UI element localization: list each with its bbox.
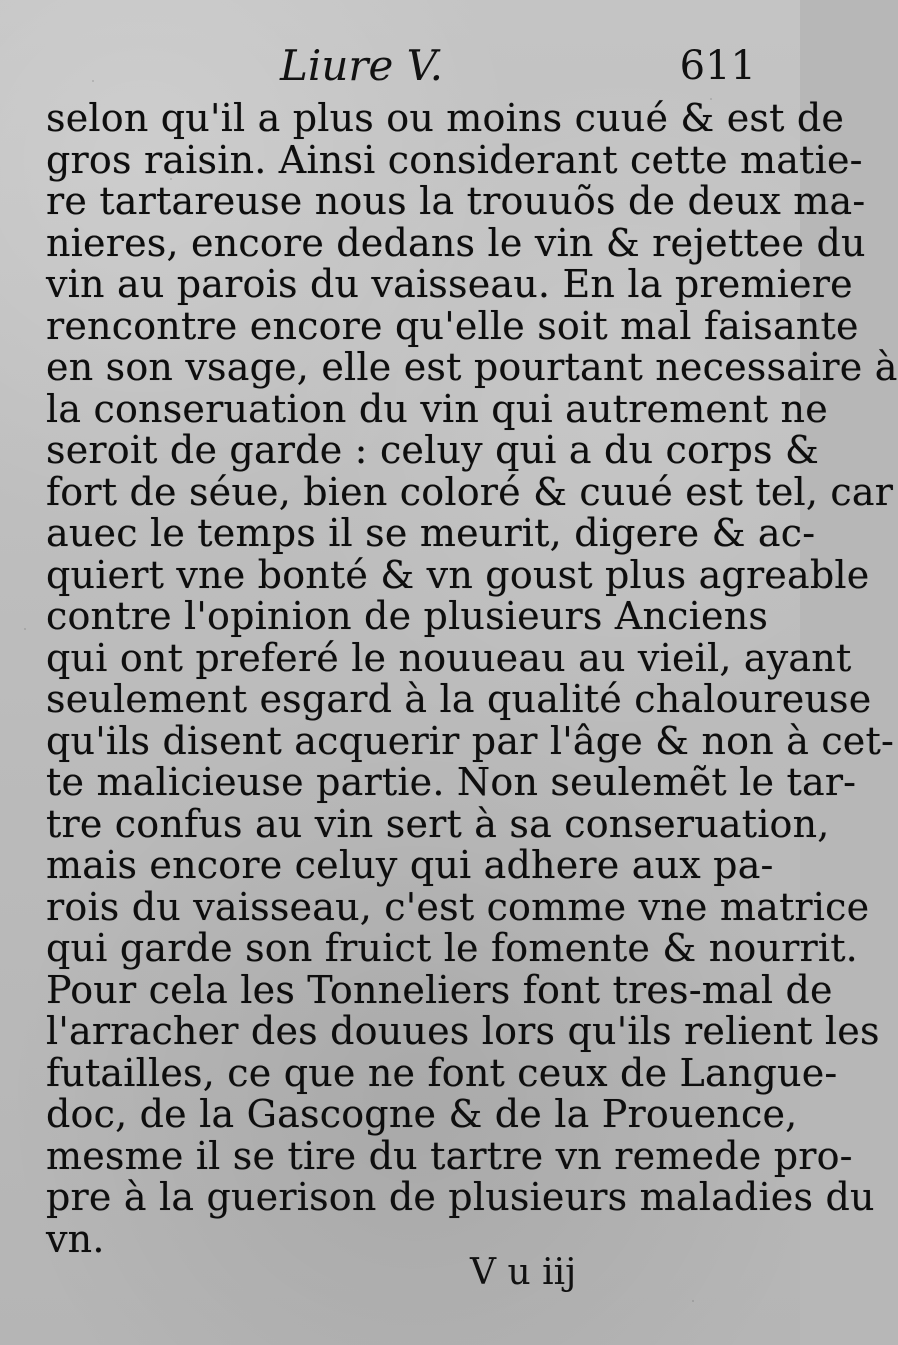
text-line-27: pre à la guerison de plusieurs maladies du [46, 1175, 875, 1219]
text-line-13: contre l'opinion de plusieurs Anciens [46, 594, 769, 638]
text-line-3: re tartareuse nous la trouuõs de deux ma- [46, 179, 866, 223]
body-text [46, 96, 898, 1261]
text-line-17: te malicieuse partie. Non seulemẽt le tar- [46, 760, 857, 804]
text-line-22: Pour cela les Tonneliers font tres-mal de [46, 967, 833, 1012]
text-line-14: qui ont preferé le nouueau au vieil, ayant [46, 635, 852, 680]
text-line-24: futailles, ce que ne font ceux de Langue- [46, 1050, 838, 1095]
text-line-21: qui garde son fruict le fomente & nourrit. [46, 926, 858, 970]
text-line-1: selon qu'il a plus ou moins cuué & est de [46, 96, 845, 140]
text-line-8: la conseruation du vin qui autrement ne [46, 386, 828, 431]
text-line-7: en son vsage, elle est pourtant necessaire à [46, 345, 898, 389]
page-number: 611 [679, 43, 756, 89]
text-line-18: tre confus au vin sert à sa conseruation, [46, 801, 830, 846]
text-line-2: gros raisin. Ainsi considerant cette matie- [46, 137, 863, 182]
catchword: V u iij [470, 1252, 577, 1293]
text-line-11: auec le temps il se meurit, digere & ac- [46, 511, 816, 555]
text-line-4: nieres, encore dedans le vin & rejettee du [46, 220, 866, 265]
text-line-10: fort de séue, bien coloré & cuué est tel, car [46, 469, 894, 514]
text-line-5: vin au parois du vaisseau. En la premiere [46, 262, 853, 306]
text-line-25: doc, de la Gascogne & de la Prouence, [46, 1092, 798, 1136]
text-line-16: qu'ils disent acquerir par l'âge & non à cet- [46, 718, 895, 763]
text-line-6: rencontre encore qu'elle soit mal faisante [46, 303, 859, 348]
text-line-26: mesme il se tire du tartre vn remede pro- [46, 1133, 853, 1178]
text-line-23: l'arracher des douues lors qu'ils relient les [46, 1009, 880, 1053]
paper-speck [692, 1300, 694, 1302]
text-line-20: rois du vaisseau, c'est comme vne matrice [46, 884, 870, 929]
text-line-12: quiert vne bonté & vn goust plus agreable [46, 552, 870, 597]
running-title-text: Liure V. [280, 41, 443, 90]
paper-speck [24, 628, 26, 630]
text-line-28: vn. [46, 1216, 105, 1261]
text-line-9: seroit de garde : celuy qui a du corps & [46, 428, 819, 472]
text-line-19: mais encore celuy qui adhere aux pa- [46, 843, 774, 887]
running-title [280, 41, 443, 90]
paper-speck [92, 80, 94, 82]
text-line-15: seulement esgard à la qualité chaloureuse [46, 677, 872, 721]
